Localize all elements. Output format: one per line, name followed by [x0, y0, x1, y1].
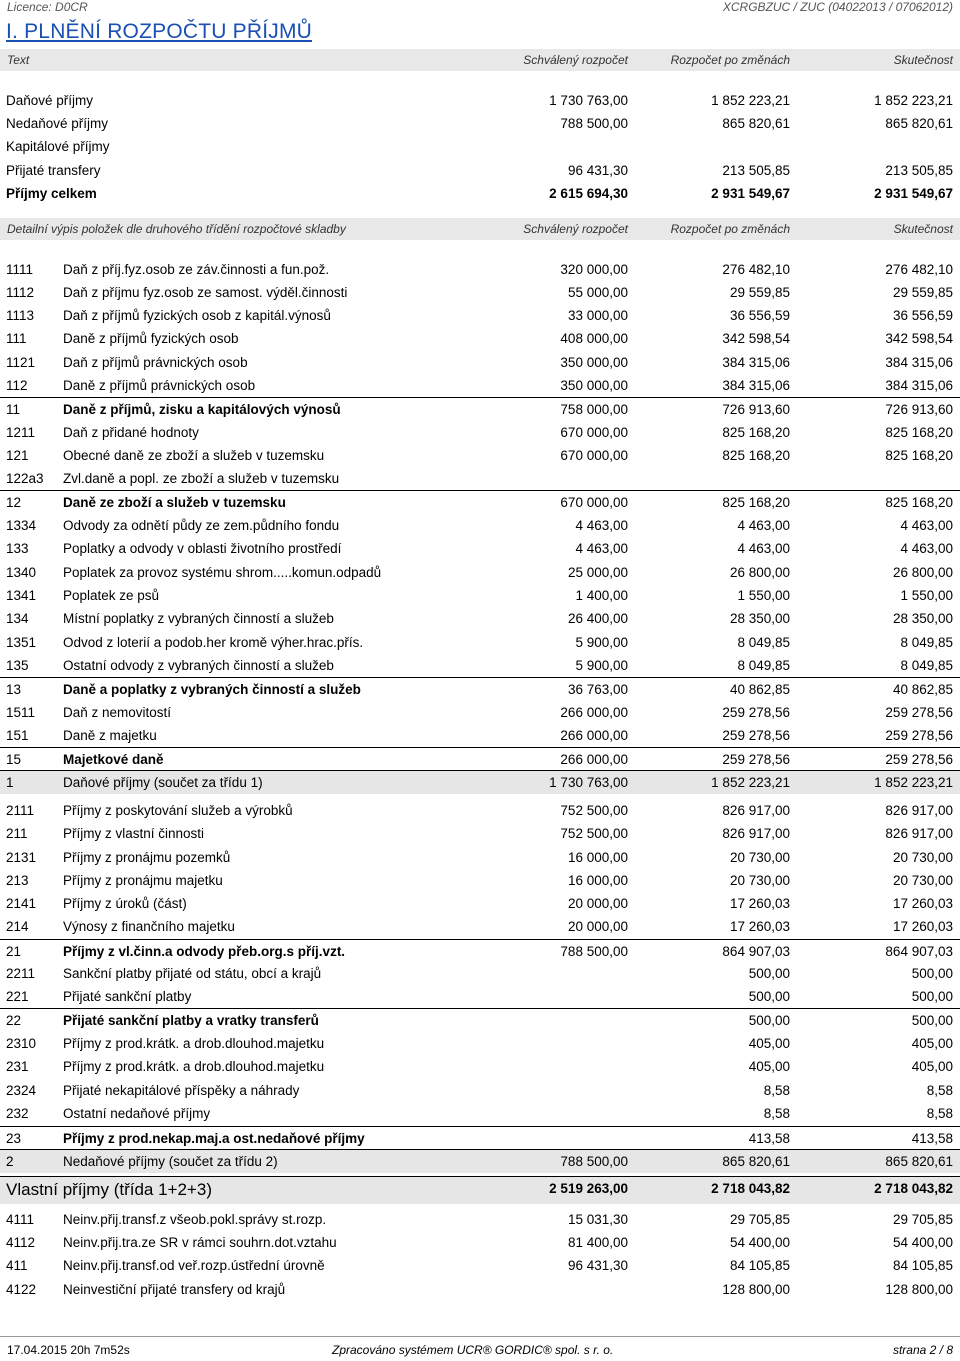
table-row	[0, 607, 960, 630]
row-approved: 15 031,30	[567, 1212, 628, 1227]
table-row	[0, 281, 960, 304]
summary-label: Nedaňové příjmy	[6, 116, 109, 131]
row-actual: 825 168,20	[885, 425, 953, 440]
row-actual: 864 907,03	[885, 944, 953, 959]
row-name: Daň z přidané hodnoty	[63, 425, 199, 440]
table-row	[0, 915, 960, 938]
row-name: Příjmy z vl.činn.a odvody přeb.org.s příj.vzt.	[63, 944, 346, 959]
table-row	[0, 1126, 960, 1150]
summary-row	[0, 89, 960, 112]
row-adjusted: 500,00	[748, 966, 790, 981]
row-actual: 342 598,54	[885, 331, 953, 346]
row-actual: 17 260,03	[892, 919, 953, 934]
row-code: 135	[6, 658, 29, 673]
row-approved: 266 000,00	[560, 728, 628, 743]
row-actual: 500,00	[911, 989, 953, 1004]
row-name: Neinv.přij.transf.od veř.rozp.ústřední úrovně	[63, 1258, 325, 1273]
table-row	[0, 747, 960, 771]
table-row	[0, 537, 960, 560]
table-row	[0, 822, 960, 845]
row-actual: 29 559,85	[892, 285, 953, 300]
row-adjusted: 8,58	[763, 1106, 790, 1121]
row-name: Daně a poplatky z vybraných činností a služeb	[63, 682, 361, 697]
row-adjusted: 500,00	[748, 989, 790, 1004]
row-actual: 17 260,03	[892, 896, 953, 911]
footer-divider	[0, 1336, 960, 1337]
table-row	[0, 846, 960, 869]
row-code: 1111	[6, 262, 34, 277]
row-adjusted: 259 278,56	[722, 705, 790, 720]
row-adjusted: 28 350,00	[729, 611, 790, 626]
row-adjusted: 20 730,00	[729, 850, 790, 865]
row-adjusted: 276 482,10	[722, 262, 790, 277]
row-adjusted: 825 168,20	[722, 448, 790, 463]
row-code: 2141	[6, 896, 37, 911]
summary-adjusted: 2 931 549,67	[711, 186, 790, 201]
row-name: Daňové příjmy (součet za třídu 1)	[63, 775, 263, 790]
row-actual: 8 049,85	[900, 658, 953, 673]
row-code: 2	[6, 1154, 14, 1169]
summary-header-adjusted: Rozpočet po změnách	[670, 53, 790, 67]
row-actual: 128 800,00	[885, 1282, 953, 1297]
footer-page: strana 2 / 8	[892, 1343, 953, 1357]
row-code: 1340	[6, 565, 37, 580]
row-name: Zvl.daně a popl. ze zboží a služeb v tuzemsku	[63, 471, 340, 486]
summary-label: Daňové příjmy	[6, 93, 94, 108]
row-adjusted: 4 463,00	[737, 518, 790, 533]
row-name: Vlastní příjmy (třída 1+2+3)	[6, 1180, 212, 1199]
row-code: 214	[6, 919, 29, 934]
row-approved: 5 900,00	[575, 658, 628, 673]
detail-header-approved: Schválený rozpočet	[523, 222, 628, 236]
row-name: Příjmy z pronájmu majetku	[63, 873, 223, 888]
summary-header-text: Text	[7, 53, 30, 67]
row-code: 231	[6, 1059, 29, 1074]
row-adjusted: 1 550,00	[737, 588, 790, 603]
table-row	[0, 514, 960, 537]
grand-total-row	[0, 1176, 960, 1204]
table-row	[0, 1278, 960, 1301]
table-row	[0, 799, 960, 822]
row-code: 112	[6, 378, 28, 393]
row-approved: 350 000,00	[560, 378, 628, 393]
detail-header-adjusted: Rozpočet po změnách	[670, 222, 790, 236]
summary-row	[0, 135, 960, 158]
row-name: Přijaté nekapitálové příspěky a náhrady	[63, 1083, 300, 1098]
row-approved: 25 000,00	[567, 565, 628, 580]
row-approved: 1 730 763,00	[549, 775, 628, 790]
row-approved: 1 400,00	[575, 588, 628, 603]
row-actual: 825 168,20	[885, 495, 953, 510]
row-approved: 16 000,00	[567, 873, 628, 888]
row-approved: 752 500,00	[560, 826, 628, 841]
row-adjusted: 865 820,61	[722, 1154, 790, 1169]
row-adjusted: 40 862,85	[729, 682, 790, 697]
row-adjusted: 825 168,20	[722, 495, 790, 510]
row-adjusted: 17 260,03	[729, 919, 790, 934]
table-row	[0, 654, 960, 677]
row-approved: 752 500,00	[560, 803, 628, 818]
row-approved: 16 000,00	[567, 850, 628, 865]
row-actual: 865 820,61	[885, 1154, 953, 1169]
row-actual: 384 315,06	[885, 355, 953, 370]
row-adjusted: 825 168,20	[722, 425, 790, 440]
row-code: 15	[6, 752, 22, 767]
table-row	[0, 892, 960, 915]
row-approved: 20 000,00	[567, 919, 628, 934]
row-actual: 726 913,60	[885, 402, 953, 417]
summary-header	[0, 49, 960, 71]
row-adjusted: 726 913,60	[722, 402, 790, 417]
footer-system: Zpracováno systémem UCR® GORDIC® spol. s r. o.	[332, 1343, 614, 1357]
row-approved: 2 519 263,00	[549, 1181, 628, 1196]
row-actual: 4 463,00	[900, 518, 953, 533]
row-actual: 825 168,20	[885, 448, 953, 463]
row-adjusted: 342 598,54	[722, 331, 790, 346]
row-actual: 1 852 223,21	[874, 775, 953, 790]
row-code: 1121	[6, 355, 36, 370]
row-name: Daně z příjmů, zisku a kapitálových výnosů	[63, 402, 341, 417]
row-adjusted: 826 917,00	[722, 826, 790, 841]
summary-label: Kapitálové příjmy	[6, 139, 110, 154]
row-adjusted: 1 852 223,21	[711, 775, 790, 790]
row-code: 232	[6, 1106, 29, 1121]
row-actual: 2 718 043,82	[874, 1181, 953, 1196]
summary-row	[0, 112, 960, 135]
row-code: 221	[6, 989, 29, 1004]
row-adjusted: 26 800,00	[729, 565, 790, 580]
row-actual: 826 917,00	[885, 803, 953, 818]
row-adjusted: 36 556,59	[729, 308, 790, 323]
row-actual: 20 730,00	[892, 873, 953, 888]
row-adjusted: 864 907,03	[722, 944, 790, 959]
row-actual: 36 556,59	[892, 308, 953, 323]
table-row	[0, 397, 960, 421]
row-name: Příjmy z prod.nekap.maj.a ost.nedaňové příjmy	[63, 1131, 365, 1146]
row-name: Nedaňové příjmy (součet za třídu 2)	[63, 1154, 278, 1169]
row-approved: 670 000,00	[560, 448, 628, 463]
row-code: 4112	[6, 1235, 36, 1250]
row-approved: 350 000,00	[560, 355, 628, 370]
row-name: Poplatky a odvody v oblasti životního prostředí	[63, 541, 342, 556]
detail-header-text: Detailní výpis položek dle druhového třídění rozpočtové skladby	[7, 222, 346, 236]
table-row	[0, 258, 960, 281]
row-actual: 54 400,00	[892, 1235, 953, 1250]
table-row	[0, 421, 960, 444]
row-name: Přijaté sankční platby	[63, 989, 192, 1004]
row-name: Daně ze zboží a služeb v tuzemsku	[63, 495, 286, 510]
table-row	[0, 1102, 960, 1125]
row-code: 122a3	[6, 471, 44, 486]
table-row	[0, 701, 960, 724]
row-adjusted: 20 730,00	[729, 873, 790, 888]
row-actual: 413,58	[911, 1131, 953, 1146]
row-name: Neinv.přij.tra.ze SR v rámci souhrn.dot.vztahu	[63, 1235, 337, 1250]
row-adjusted: 8,58	[763, 1083, 790, 1098]
row-code: 1511	[6, 705, 36, 720]
table-row	[0, 724, 960, 747]
summary-adjusted: 1 852 223,21	[711, 93, 790, 108]
row-name: Příjmy z prod.krátk. a drob.dlouhod.majetku	[63, 1059, 325, 1074]
row-actual: 259 278,56	[885, 705, 953, 720]
footer-date: 17.04.2015 20h 7m52s	[7, 1343, 130, 1357]
row-adjusted: 405,00	[748, 1036, 790, 1051]
row-code: 2111	[6, 803, 35, 818]
row-actual: 40 862,85	[892, 682, 953, 697]
summary-adjusted: 213 505,85	[722, 163, 790, 178]
row-actual: 4 463,00	[900, 541, 953, 556]
summary-header-approved: Schválený rozpočet	[523, 53, 628, 67]
summary-label: Příjmy celkem	[6, 186, 97, 201]
row-name: Daň z příjmů právnických osob	[63, 355, 248, 370]
table-row	[0, 869, 960, 892]
row-approved: 266 000,00	[560, 705, 628, 720]
row-adjusted: 384 315,06	[722, 378, 790, 393]
row-approved: 26 400,00	[567, 611, 628, 626]
row-code: 1113	[6, 308, 35, 323]
row-actual: 1 550,00	[900, 588, 953, 603]
row-name: Majetkové daně	[63, 752, 164, 767]
table-row	[0, 677, 960, 701]
row-name: Poplatek za provoz systému shrom.....komun.odpadů	[63, 565, 382, 580]
row-approved: 670 000,00	[560, 495, 628, 510]
row-code: 2211	[6, 966, 36, 981]
row-approved: 5 900,00	[575, 635, 628, 650]
table-row	[0, 561, 960, 584]
row-code: 213	[6, 873, 29, 888]
table-row	[0, 1032, 960, 1055]
row-name: Příjmy z úroků (část)	[63, 896, 187, 911]
row-name: Daň z příjmu fyz.osob ze samost. výděl.činnosti	[63, 285, 348, 300]
top-line	[0, 0, 960, 14]
row-approved: 788 500,00	[560, 1154, 628, 1169]
summary-approved: 96 431,30	[567, 163, 628, 178]
summary-actual: 2 931 549,67	[874, 186, 953, 201]
row-code: 134	[6, 611, 29, 626]
row-code: 4122	[6, 1282, 37, 1297]
row-approved: 81 400,00	[567, 1235, 628, 1250]
row-approved: 758 000,00	[560, 402, 628, 417]
row-approved: 55 000,00	[567, 285, 628, 300]
row-name: Daň z příjmů fyzických osob z kapitál.výnosů	[63, 308, 331, 323]
row-actual: 259 278,56	[885, 728, 953, 743]
summary-header-actual: Skutečnost	[893, 53, 953, 67]
table-row	[0, 374, 960, 397]
row-approved: 408 000,00	[560, 331, 628, 346]
row-name: Místní poplatky z vybraných činností a služeb	[63, 611, 334, 626]
summary-row	[0, 182, 960, 205]
row-adjusted: 84 105,85	[729, 1258, 790, 1273]
row-name: Daně z příjmů fyzických osob	[63, 331, 239, 346]
row-code: 121	[6, 448, 29, 463]
row-actual: 8,58	[926, 1083, 953, 1098]
row-code: 411	[6, 1258, 28, 1273]
row-approved: 36 763,00	[567, 682, 628, 697]
row-actual: 276 482,10	[885, 262, 953, 277]
table-row	[0, 1208, 960, 1231]
table-row	[0, 1149, 960, 1173]
row-code: 1	[6, 775, 14, 790]
row-adjusted: 259 278,56	[722, 752, 790, 767]
row-code: 211	[6, 826, 28, 841]
row-code: 13	[6, 682, 22, 697]
row-actual: 500,00	[911, 1013, 953, 1028]
summary-actual: 213 505,85	[885, 163, 953, 178]
detail-header	[0, 218, 960, 240]
row-name: Daň z nemovitostí	[63, 705, 172, 720]
row-name: Daň z příj.fyz.osob ze záv.činnosti a fun.pož.	[63, 262, 330, 277]
table-row	[0, 985, 960, 1008]
table-row	[0, 304, 960, 327]
row-name: Odvody za odnětí půdy ze zem.půdního fondu	[63, 518, 340, 533]
row-actual: 826 917,00	[885, 826, 953, 841]
row-name: Neinvestiční přijaté transfery od krajů	[63, 1282, 286, 1297]
row-adjusted: 17 260,03	[729, 896, 790, 911]
row-code: 21	[6, 944, 22, 959]
row-adjusted: 4 463,00	[737, 541, 790, 556]
row-code: 23	[6, 1131, 22, 1146]
report-code: XCRGBZUC / ZUC (04022013 / 07062012)	[722, 0, 953, 14]
table-row	[0, 1079, 960, 1102]
row-actual: 20 730,00	[892, 850, 953, 865]
row-approved: 670 000,00	[560, 425, 628, 440]
row-code: 2310	[6, 1036, 37, 1051]
row-approved: 4 463,00	[575, 541, 628, 556]
row-adjusted: 8 049,85	[737, 635, 790, 650]
row-approved: 96 431,30	[567, 1258, 628, 1273]
row-code: 133	[6, 541, 29, 556]
table-row	[0, 467, 960, 490]
row-adjusted: 2 718 043,82	[711, 1181, 790, 1196]
row-adjusted: 8 049,85	[737, 658, 790, 673]
row-code: 111	[6, 331, 27, 346]
row-name: Přijaté sankční platby a vratky transferů	[63, 1013, 319, 1028]
row-actual: 28 350,00	[892, 611, 953, 626]
row-name: Ostatní odvody z vybraných činností a služeb	[63, 658, 334, 673]
table-row	[0, 351, 960, 374]
row-name: Daně z příjmů právnických osob	[63, 378, 256, 393]
table-row	[0, 1254, 960, 1277]
page-title: I. PLNĚNÍ ROZPOČTU PŘÍJMŮ	[6, 20, 313, 43]
table-row	[0, 1055, 960, 1078]
row-adjusted: 826 917,00	[722, 803, 790, 818]
row-actual: 405,00	[911, 1059, 953, 1074]
row-name: Příjmy z pronájmu pozemků	[63, 850, 231, 865]
summary-actual: 865 820,61	[885, 116, 953, 131]
table-row	[0, 327, 960, 350]
row-actual: 259 278,56	[885, 752, 953, 767]
row-code: 4111	[6, 1212, 35, 1227]
row-actual: 384 315,06	[885, 378, 953, 393]
row-name: Ostatní nedaňové příjmy	[63, 1106, 211, 1121]
row-name: Sankční platby přijaté od státu, obcí a krajů	[63, 966, 322, 981]
row-actual: 405,00	[911, 1036, 953, 1051]
summary-adjusted: 865 820,61	[722, 116, 790, 131]
row-name: Odvod z loterií a podob.her kromě výher.hrac.přís.	[63, 635, 364, 650]
table-row	[0, 1008, 960, 1032]
row-name: Daně z majetku	[63, 728, 157, 743]
row-adjusted: 128 800,00	[722, 1282, 790, 1297]
row-name: Příjmy z vlastní činnosti	[63, 826, 205, 841]
summary-label: Přijaté transfery	[6, 163, 101, 178]
row-name: Neinv.přij.transf.z všeob.pokl.správy st.rozp.	[63, 1212, 327, 1227]
summary-approved: 2 615 694,30	[549, 186, 628, 201]
table-row	[0, 962, 960, 985]
table-row	[0, 1231, 960, 1254]
row-adjusted: 405,00	[748, 1059, 790, 1074]
row-code: 2131	[6, 850, 37, 865]
detail-header-actual: Skutečnost	[893, 222, 953, 236]
row-adjusted: 29 705,85	[729, 1212, 790, 1227]
table-row	[0, 584, 960, 607]
table-row	[0, 490, 960, 514]
row-adjusted: 413,58	[748, 1131, 790, 1146]
row-name: Obecné daně ze zboží a služeb v tuzemsku	[63, 448, 325, 463]
row-name: Příjmy z poskytování služeb a výrobků	[63, 803, 293, 818]
row-code: 11	[6, 402, 21, 417]
row-actual: 500,00	[911, 966, 953, 981]
row-approved: 788 500,00	[560, 944, 628, 959]
row-name: Výnosy z finančního majetku	[63, 919, 235, 934]
summary-approved: 1 730 763,00	[549, 93, 628, 108]
summary-approved: 788 500,00	[560, 116, 628, 131]
row-approved: 4 463,00	[575, 518, 628, 533]
row-approved: 33 000,00	[567, 308, 628, 323]
row-actual: 8 049,85	[900, 635, 953, 650]
row-name: Příjmy z prod.krátk. a drob.dlouhod.majetku	[63, 1036, 325, 1051]
summary-row	[0, 159, 960, 182]
row-code: 12	[6, 495, 22, 510]
row-adjusted: 259 278,56	[722, 728, 790, 743]
row-code: 151	[6, 728, 29, 743]
row-code: 1341	[6, 588, 37, 603]
row-code: 1334	[6, 518, 37, 533]
row-code: 1112	[6, 285, 35, 300]
row-code: 2324	[6, 1083, 37, 1098]
row-code: 1211	[6, 425, 36, 440]
row-approved: 266 000,00	[560, 752, 628, 767]
row-approved: 320 000,00	[560, 262, 628, 277]
row-adjusted: 384 315,06	[722, 355, 790, 370]
summary-actual: 1 852 223,21	[874, 93, 953, 108]
row-code: 22	[6, 1013, 22, 1028]
row-actual: 84 105,85	[892, 1258, 953, 1273]
row-actual: 29 705,85	[892, 1212, 953, 1227]
row-actual: 26 800,00	[892, 565, 953, 580]
table-row	[0, 631, 960, 654]
table-row	[0, 444, 960, 467]
row-approved: 20 000,00	[567, 896, 628, 911]
row-name: Poplatek ze psů	[63, 588, 160, 603]
row-adjusted: 29 559,85	[729, 285, 790, 300]
row-adjusted: 54 400,00	[729, 1235, 790, 1250]
licence-text: Licence: D0CR	[7, 0, 88, 14]
table-row	[0, 770, 960, 794]
row-adjusted: 500,00	[748, 1013, 790, 1028]
table-row	[0, 939, 960, 963]
row-actual: 8,58	[926, 1106, 953, 1121]
row-code: 1351	[6, 635, 37, 650]
